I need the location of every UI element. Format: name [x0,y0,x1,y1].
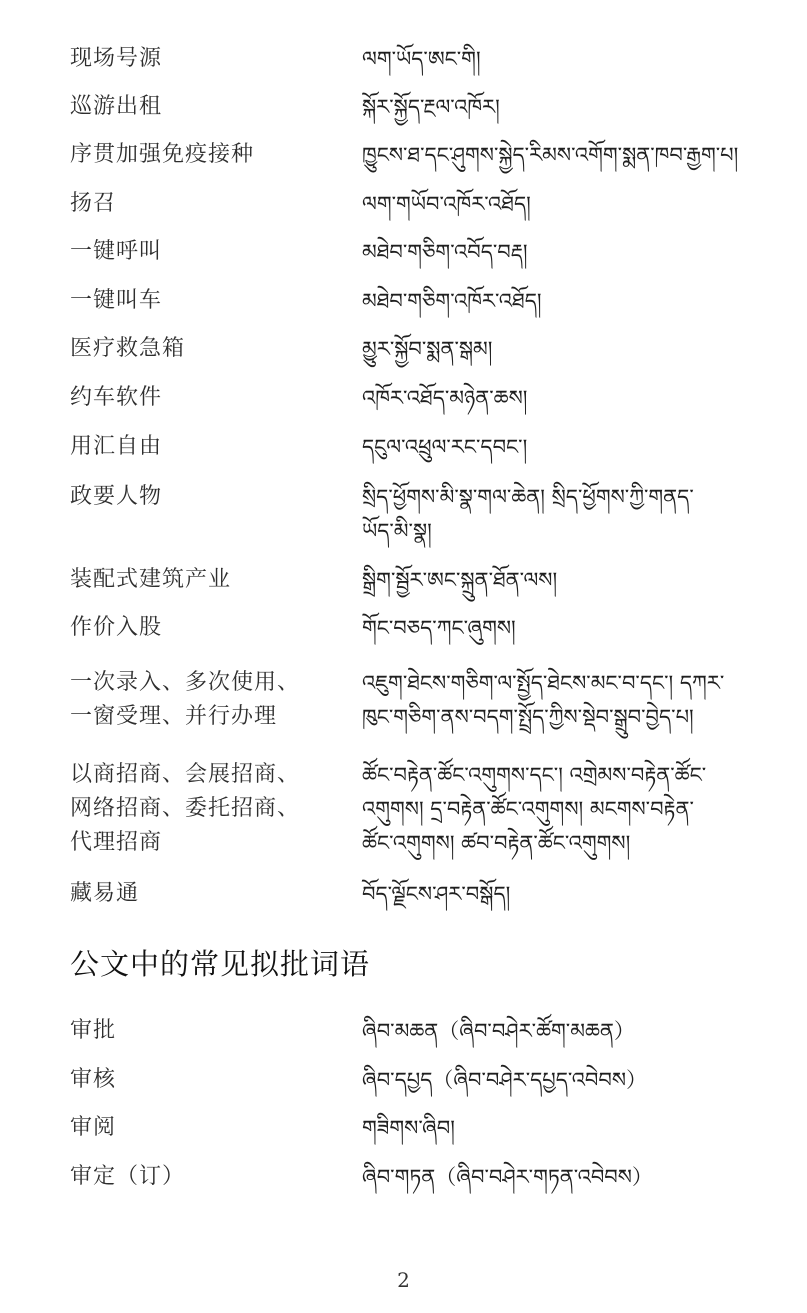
chinese-term: 医疗救急箱 [70,336,186,361]
tibetan-term: སྲིད་ཕྱོགས་མི་སྣ་གལ་ཆེན། སྲིད་ཕྱོགས་ཀྱི་གནད་ ཡོད་མི་སྣ། [362,485,694,543]
tibetan-term: འཁོར་འཐོད་མཉེན་ཆས། [362,386,528,410]
chinese-term: 审阅 [70,1115,117,1140]
chinese-term: 现场号源 [70,46,163,71]
tibetan-term: གོང་བཅད་ཀང་ཞུགས། [362,616,516,640]
chinese-term: 约车软件 [70,385,163,410]
tibetan-term: ཁྱུངས་ཐ་དང་ཤུགས་སྐྱེད་རིམས་འགོག་སྨན་ཁབ་རྒྱག་པ། [362,143,739,167]
chinese-term: 政要人物 [70,484,163,509]
chinese-term: 序贯加强免疫接种 [70,142,255,167]
tibetan-term: ལག་གཡོབ་འཁོར་འཐོད། [362,192,531,216]
tibetan-term: བོད་ལྗོངས་ཤར་བསྒོད། [362,882,511,906]
chinese-term: 作价入股 [70,615,163,640]
chinese-term: 扬召 [70,191,117,216]
tibetan-term: ཞིབ་མཆན（ཞིབ་བཤེར་ཚོག་མཆན） [362,1019,635,1043]
tibetan-term: མཐེབ་གཅིག་འཁོར་འཐོད། [362,289,542,313]
tibetan-term: གཟིགས་ཞིབ། [362,1116,455,1140]
chinese-term: 巡游出租 [70,94,163,119]
tibetan-term: སྒྲིག་སྦྱོར་ཨང་སྐྲུན་ཐོན་ལས། [362,568,558,592]
tibetan-term: ལག་ཡོད་ཨང་གི། [362,47,481,71]
chinese-term: 一键呼叫 [70,239,163,264]
chinese-term: 审批 [70,1018,117,1043]
tibetan-term: ཞིབ་དཔྱད（ཞིབ་བཤེར་དཔྱད་འབེབས） [362,1068,648,1092]
tibetan-term: མཐེབ་གཅིག་འབོད་བརྡ། [362,240,528,264]
chinese-term: 审核 [70,1067,117,1092]
tibetan-term: འཇུག་ཐེངས་གཅིག་ལ་སྤྱོད་ཐེངས་མང་བ་དང་། དཀར་ ཁུང་གཅིག་ནས་བདག་སྤྲོད་ཀྱིས་སྡེབ་སྒྲུབ་བྱེད་པ། [362,671,725,729]
chinese-term: 审定（订） [70,1164,186,1189]
tibetan-term: མྱུར་སྐྱོབ་སྨན་སྒམ། [362,337,493,361]
page-number: 2 [397,1268,410,1292]
tibetan-term: ཞིབ་གཏན（ཞིབ་བཤེར་གཏན་འབེབས） [362,1165,653,1189]
chinese-term: 以商招商、会展招商、 网络招商、委托招商、 代理招商 [70,762,301,855]
chinese-term: 一键叫车 [70,288,163,313]
chinese-term: 藏易通 [70,881,140,906]
section-heading: 公文中的常见拟批词语 [70,947,371,981]
tibetan-term: སྐོར་སྐྱོད་རྔལ་འཁོར། [362,95,500,119]
tibetan-term: དངུལ་འཕྲུལ་རང་དབང་། [362,435,528,459]
chinese-term: 一次录入、多次使用、 一窗受理、并行办理 [70,670,301,729]
tibetan-term: ཚོང་བརྟེན་ཚོང་འགུགས་དང་། འགྲེམས་བརྟེན་ཚོང་ འགུགས། དྲ་བརྟེན་ཚོང་འགུགས། མངགས་བརྟེན་ ཚོང་འགུགས། ཚབ་བརྟེན་ཚོང་འགུགས། [362,763,707,855]
chinese-term: 装配式建筑产业 [70,567,232,592]
chinese-term: 用汇自由 [70,434,163,459]
